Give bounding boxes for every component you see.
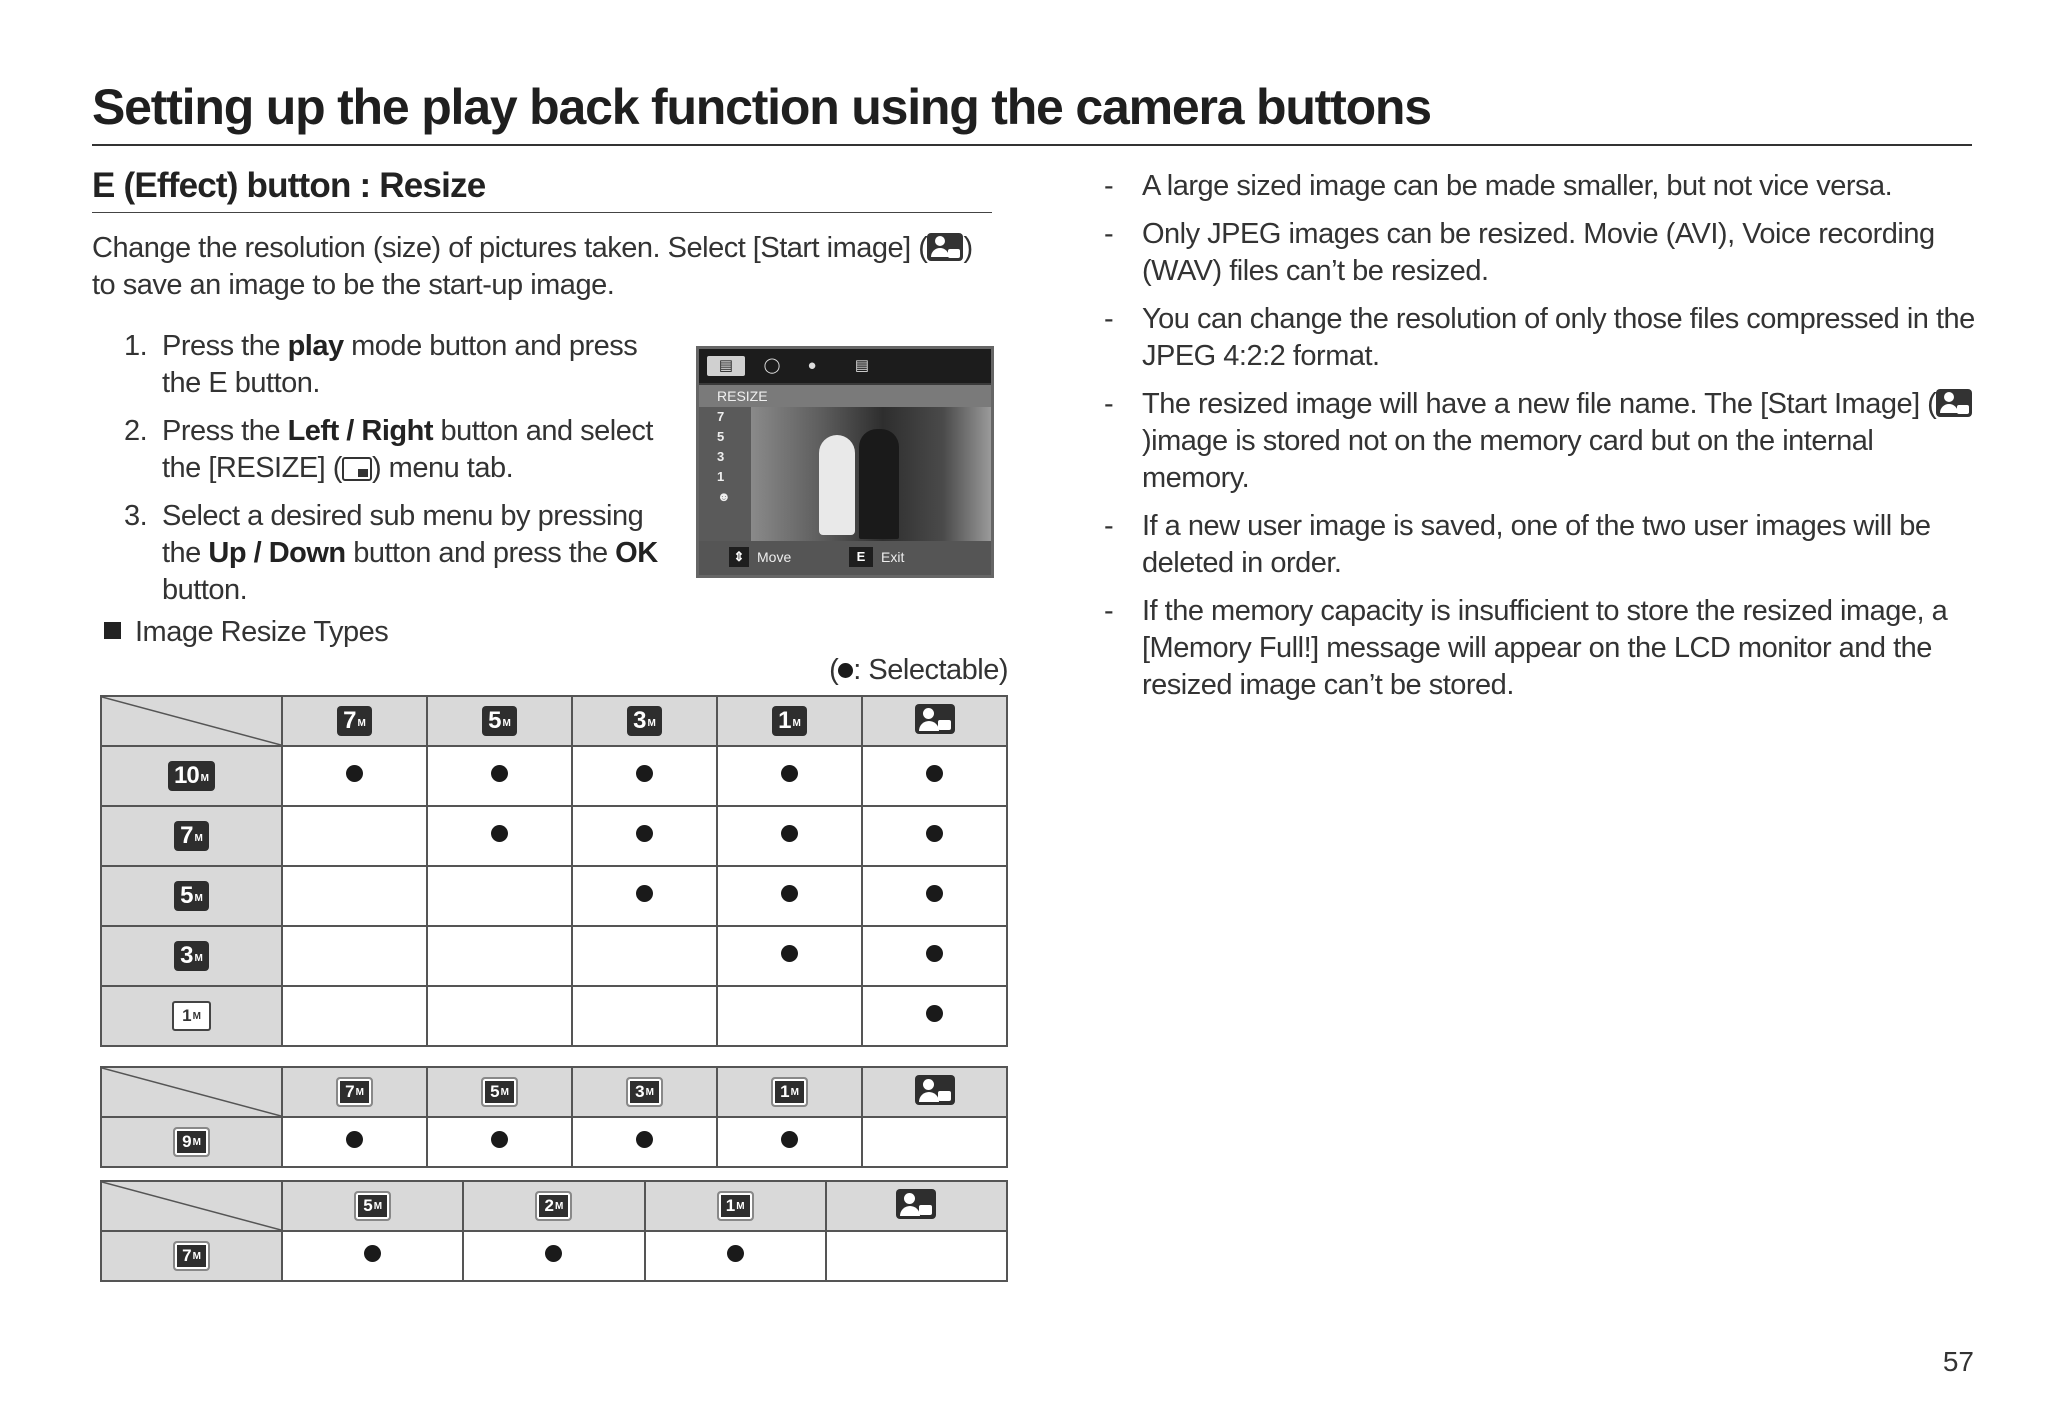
resolution-icon: 3 $_M$: [627, 706, 662, 736]
user-image-icon: [896, 1189, 936, 1219]
resize-table-portrait: [100, 1180, 1008, 1282]
step-number: 1.: [124, 330, 148, 362]
note-item: - Only JPEG images can be resized. Movie (AVI), Voice recording (WAV) files can’t be resized.: [1098, 216, 1978, 290]
note-item: - A large sized image can be made smaller, but not vice versa.: [1098, 168, 1978, 205]
resolution-icon: [173, 1127, 210, 1157]
lcd-exit-label: Exit: [881, 549, 905, 565]
selectable-cell: [282, 986, 427, 1046]
column-header: [862, 1067, 1007, 1117]
selectable-cell: [717, 926, 862, 986]
steps-list: [124, 328, 669, 620]
dot-icon: [491, 825, 508, 842]
table-row: [101, 1117, 1007, 1167]
row-header: [101, 986, 282, 1046]
selectable-cell: [427, 926, 572, 986]
step-item: [124, 498, 669, 609]
lcd-menu-title: RESIZE: [699, 385, 991, 407]
selectable-cell: [717, 1117, 862, 1167]
megapixel-unit: M: [194, 833, 203, 844]
lcd-film-tab-icon: ▤: [854, 357, 870, 374]
table-row: [101, 866, 1007, 926]
selectable-cell: [282, 1117, 427, 1167]
resolution-value: 9: [182, 1132, 191, 1151]
dot-icon: [727, 1245, 744, 1262]
selectable-cell: [572, 926, 717, 986]
lcd-resize-tab-icon: ▤: [707, 356, 745, 376]
row-header: [101, 926, 282, 986]
lcd-preview-photo: [751, 407, 991, 541]
step-text: mode button and press the E button.: [162, 330, 638, 399]
dot-icon: [545, 1245, 562, 1262]
start-image-icon: [927, 233, 963, 261]
resize-table-main: [100, 695, 1008, 1047]
step-text: button and press the: [345, 537, 616, 569]
resolution-icon: 5 $_M$: [354, 1191, 391, 1221]
selectable-cell: [572, 746, 717, 806]
megapixel-unit: M: [192, 1011, 201, 1022]
resolution-value: 7: [182, 1246, 191, 1265]
resolution-icon: [173, 1241, 210, 1271]
column-header: [826, 1181, 1007, 1231]
lcd-tab-bar: [699, 349, 991, 383]
selectable-cell: [717, 866, 862, 926]
resolution-icon: 2 $_M$: [535, 1191, 572, 1221]
row-header: [101, 1117, 282, 1167]
step-number: 3.: [124, 500, 148, 532]
dot-icon: [781, 825, 798, 842]
lcd-move-label: Move: [757, 549, 792, 565]
resolution-icon: [168, 761, 215, 791]
column-header: [463, 1181, 644, 1231]
step-text: Select a desired sub menu by pressing the: [162, 500, 644, 569]
selectable-cell: [282, 866, 427, 926]
dot-icon: [838, 663, 853, 678]
resolution-value: 3: [180, 942, 193, 969]
column-header: [572, 696, 717, 746]
lcd-menu-list: [699, 407, 751, 541]
column-header: [717, 1067, 862, 1117]
lcd-menu-item: 1: [717, 469, 725, 484]
selectable-cell: [572, 986, 717, 1046]
megapixel-unit: M: [200, 773, 210, 784]
step-bold: play: [287, 330, 344, 362]
selectable-cell: [862, 866, 1007, 926]
selectable-cell: [645, 1231, 826, 1281]
step-text: button and select the [RESIZE] (: [162, 415, 653, 484]
dot-icon: [346, 765, 363, 782]
selectable-cell: [427, 806, 572, 866]
dot-icon: [636, 765, 653, 782]
row-header: [101, 746, 282, 806]
step-text: ) menu tab.: [371, 452, 514, 484]
lcd-rotate-tab-icon: ◯: [763, 357, 781, 374]
selectable-cell: [572, 806, 717, 866]
selectable-cell: [862, 986, 1007, 1046]
section-heading: E (Effect) button : Resize: [92, 166, 992, 213]
dot-icon: [364, 1245, 381, 1262]
column-header: [282, 1067, 427, 1117]
page-title: Setting up the play back function using the camera buttons: [92, 78, 1972, 146]
step-item: [124, 413, 669, 487]
resolution-icon: 5 $_M$: [481, 1077, 518, 1107]
selectable-cell: [862, 746, 1007, 806]
dot-icon: [781, 945, 798, 962]
step-bold: OK: [615, 537, 658, 569]
diagonal-corner-cell: [101, 1067, 282, 1117]
selectable-cell: [572, 1117, 717, 1167]
dot-icon: [781, 765, 798, 782]
selectable-cell: [282, 806, 427, 866]
megapixel-unit: M: [194, 893, 203, 904]
lcd-updown-icon: ⇕: [729, 547, 749, 567]
dot-icon: [926, 885, 943, 902]
resolution-value: 5: [180, 882, 193, 909]
legend-text: : Selectable): [853, 654, 1008, 686]
lcd-exit-key: E: [849, 547, 873, 567]
selectable-cell: [862, 926, 1007, 986]
column-header: [282, 1181, 463, 1231]
table-header-row: [101, 1067, 1007, 1117]
lcd-palette-tab-icon: ●: [807, 357, 817, 374]
note-text: The resized image will have a new file name. The [Start Image] (: [1142, 388, 1937, 420]
step-number: 2.: [124, 415, 148, 447]
selectable-cell: [427, 986, 572, 1046]
selectable-cell: [826, 1231, 1007, 1281]
table-row: [101, 806, 1007, 866]
diagonal-corner-cell: [101, 1181, 282, 1231]
table-row: [101, 926, 1007, 986]
square-bullet-icon: [104, 622, 121, 639]
column-header: [572, 1067, 717, 1117]
column-header: [717, 696, 862, 746]
selectable-cell: [282, 746, 427, 806]
resolution-icon: [174, 821, 209, 851]
selectable-cell: [427, 1117, 572, 1167]
intro-paragraph: [92, 230, 1002, 304]
step-bold: Up / Down: [208, 537, 346, 569]
note-item: - If a new user image is saved, one of the two user images will be deleted in order.: [1098, 508, 1978, 582]
dot-icon: [926, 825, 943, 842]
dot-icon: [491, 765, 508, 782]
selectable-legend: [824, 652, 1008, 689]
column-header: [427, 1067, 572, 1117]
resolution-value: 7: [180, 822, 193, 849]
megapixel-unit: M: [194, 953, 203, 964]
selectable-cell: [427, 866, 572, 926]
page-number: 57: [1942, 1346, 1974, 1377]
resolution-icon: [174, 941, 209, 971]
legend-paren: (: [829, 654, 839, 686]
table-row: [101, 746, 1007, 806]
resize-table-wide: [100, 1066, 1008, 1168]
selectable-cell: [463, 1231, 644, 1281]
selectable-cell: [427, 746, 572, 806]
intro-text-b: ) to save an image to be the start-up image.: [92, 232, 973, 301]
dot-icon: [926, 1005, 943, 1022]
dot-icon: [636, 1131, 653, 1148]
resolution-icon: 3 $_M$: [626, 1077, 663, 1107]
resolution-icon: 1 $_M$: [772, 706, 807, 736]
dot-icon: [926, 765, 943, 782]
row-header: [101, 806, 282, 866]
lcd-menu-item: 5: [717, 429, 725, 444]
resolution-icon: [174, 881, 209, 911]
user-image-icon: [915, 1075, 955, 1105]
column-header: [427, 696, 572, 746]
lcd-bottom-bar: [699, 541, 991, 575]
column-header: [645, 1181, 826, 1231]
resolution-icon: 1 $_M$: [771, 1077, 808, 1107]
selectable-cell: [717, 746, 862, 806]
resolution-icon: [172, 1001, 211, 1031]
resolution-icon: 1 $_M$: [717, 1191, 754, 1221]
row-header: [101, 1231, 282, 1281]
table-row: [101, 1231, 1007, 1281]
megapixel-unit: M: [192, 1137, 201, 1148]
step-text: Press the: [162, 415, 288, 447]
note-item: [1098, 386, 1978, 497]
selectable-cell: [572, 866, 717, 926]
note-item: - You can change the resolution of only those files compressed in the JPEG 4:2:2 format.: [1098, 301, 1978, 375]
dot-icon: [781, 1131, 798, 1148]
table-header-row: [101, 696, 1007, 746]
selectable-cell: [862, 1117, 1007, 1167]
dot-icon: [636, 885, 653, 902]
dot-icon: [491, 1131, 508, 1148]
column-header: [862, 696, 1007, 746]
lcd-screenshot: [696, 346, 994, 578]
step-text: button.: [162, 574, 248, 606]
dot-icon: [926, 945, 943, 962]
notes-list: [1098, 168, 1978, 715]
selectable-cell: [717, 986, 862, 1046]
resolution-value: 10: [173, 762, 199, 789]
start-image-icon: [1936, 389, 1972, 417]
diagonal-corner-cell: [101, 696, 282, 746]
selectable-cell: [282, 926, 427, 986]
image-resize-types-heading: [104, 614, 388, 651]
selectable-cell: [717, 806, 862, 866]
lcd-user-item-icon: ☻: [717, 489, 731, 504]
column-header: [282, 696, 427, 746]
resolution-icon: 5 $_M$: [482, 706, 517, 736]
dot-icon: [636, 825, 653, 842]
step-text: Press the: [162, 330, 288, 362]
lcd-menu-item: 7: [717, 409, 725, 424]
image-resize-types-label: Image Resize Types: [135, 616, 389, 648]
lcd-menu-item: 3: [717, 449, 725, 464]
resize-tab-icon: [342, 457, 372, 481]
user-image-icon: [915, 704, 955, 734]
row-header: [101, 866, 282, 926]
resolution-value: 1: [182, 1006, 191, 1025]
intro-text-a: Change the resolution (size) of pictures taken. Select [Start image] (: [92, 232, 928, 264]
megapixel-unit: M: [192, 1251, 201, 1262]
resolution-icon: 7 $_M$: [337, 706, 372, 736]
table-header-row: [101, 1181, 1007, 1231]
selectable-cell: [282, 1231, 463, 1281]
dot-icon: [781, 885, 798, 902]
step-item: [124, 328, 669, 402]
resolution-icon: 7 $_M$: [336, 1077, 373, 1107]
step-bold: Left / Right: [287, 415, 433, 447]
note-item: - If the memory capacity is insufficient to store the resized image, a [Memory Full!] message will appear on the LCD monitor and the resized image can’t be stored.: [1098, 593, 1978, 704]
table-row: [101, 986, 1007, 1046]
note-text: )image is stored not on the memory card but on the internal memory.: [1142, 425, 1874, 494]
dot-icon: [346, 1131, 363, 1148]
selectable-cell: [862, 806, 1007, 866]
